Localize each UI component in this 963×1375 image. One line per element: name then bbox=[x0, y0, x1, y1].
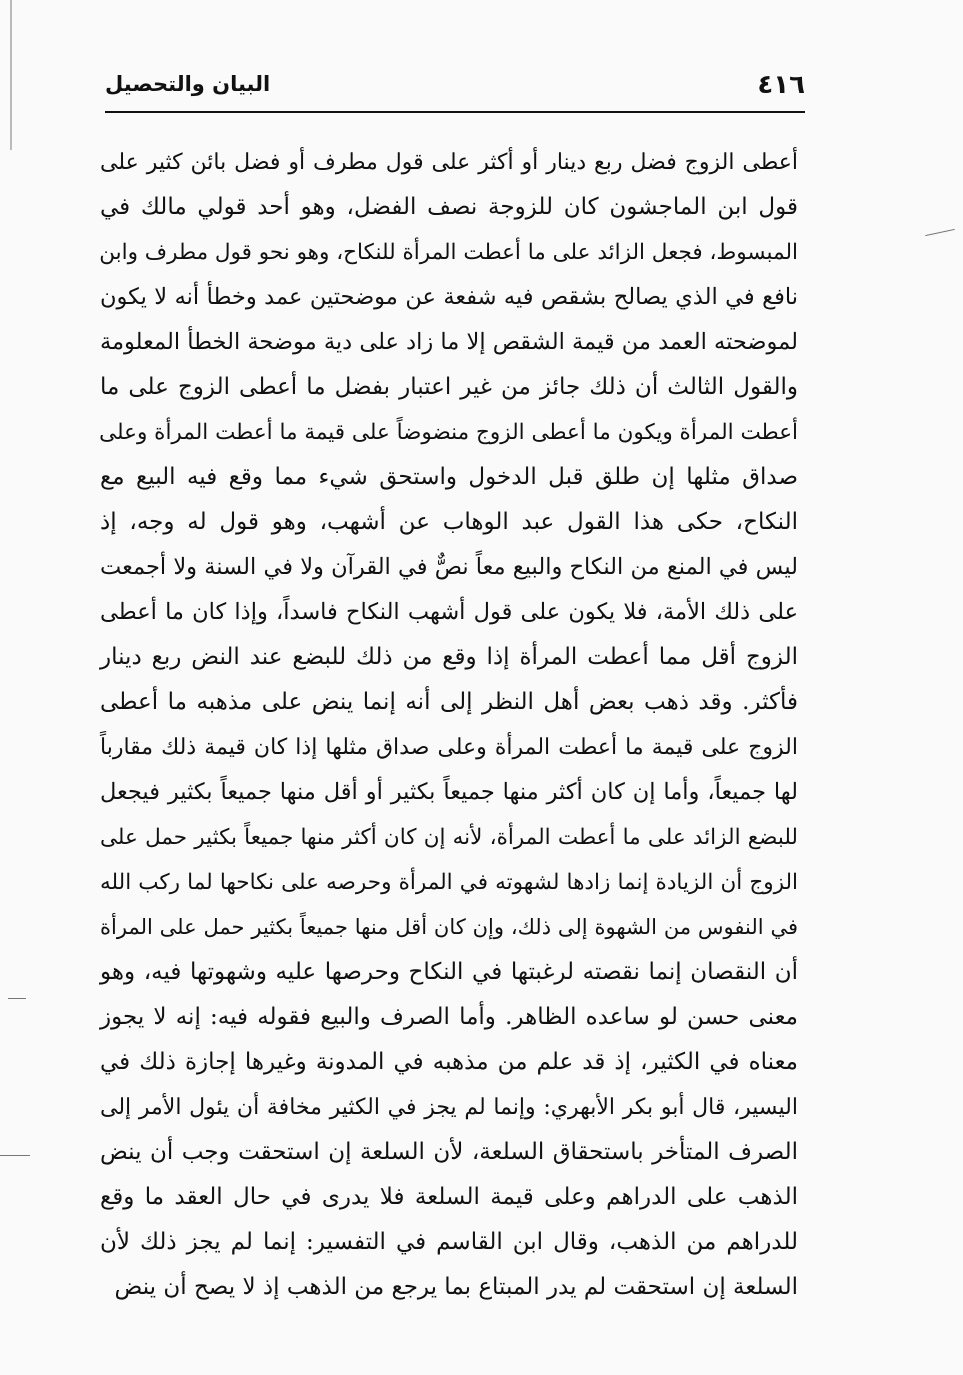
margin-mark bbox=[925, 229, 955, 236]
text-line: الزوج على قيمة ما أعطت المرأة وعلى صداق مثلها إذا كان قيمة ذلك مقارباً bbox=[100, 735, 798, 760]
text-line: والقول الثالث أن ذلك جائز من غير اعتبار بفضل ما أعطى الزوج على ما bbox=[100, 374, 798, 400]
text-line: أعطت المرأة ويكون ما أعطى الزوج منضوضاً على قيمة ما أعطت المرأة وعلى bbox=[99, 420, 798, 445]
text-line: الزوج أن الزيادة إنما زادها لشهوته في المرأة وحرصه على نكاحها لما ركب الله bbox=[100, 870, 798, 895]
text-line: أن النقصان إنما نقصته لرغبتها في النكاح وحرصها عليه وشهوتها فيه، وهو bbox=[100, 959, 798, 985]
text-line: في النفوس من الشهوة إلى ذلك، وإن كان أقل منها جميعاً بكثير حمل على المرأة bbox=[100, 915, 798, 939]
text-line: اليسير، قال أبو بكر الأبهري: وإنما لم يجز في الكثير مخافة أن يئول الأمر إلى bbox=[100, 1095, 798, 1120]
text-line: أعطى الزوج فضل ربع دينار أو أكثر على قول مطرف أو فضل بائن كثير على bbox=[100, 150, 798, 175]
scan-edge-mark bbox=[10, 0, 12, 150]
text-line: للبضع الزائد على ما أعطت المرأة، لأنه إن كان أكثر منها جميعاً بكثير حمل على bbox=[100, 825, 798, 850]
text-line: المبسوط، فجعل الزائد على ما أعطت المرأة للنكاح، وهو نحو قول مطرف وابن bbox=[99, 240, 798, 265]
text-line: معنى حسن لو ساعده الظاهر. وأما الصرف والبيع فقوله فيه: إنه لا يجوز bbox=[100, 1004, 798, 1030]
text-line: لها جميعاً، وأما إن كان أكثر منها جميعاً بكثير أو أقل منها جميعاً بكثير فيجعل bbox=[100, 779, 798, 805]
text-line: على ذلك الأمة، فلا يكون على قول أشهب النكاح فاسداً، وإذا كان ما أعطى bbox=[100, 599, 798, 625]
text-line: السلعة إن استحقت لم يدر المبتاع بما يرجع من الذهب إذ لا يصح أن ينض bbox=[114, 1274, 798, 1300]
text-line: نافع في الذي يصالح بشقص فيه شفعة عن موضحتين عمد وخطأ أنه لا يكون bbox=[100, 284, 798, 310]
header-rule bbox=[105, 111, 805, 113]
text-line: فأكثر. وقد ذهب بعض أهل النظر إلى أنه إنما ينض على مذهبه ما أعطى bbox=[100, 689, 798, 715]
text-line: النكاح، حكى هذا القول عبد الوهاب عن أشهب، وهو قول له وجه، إذ bbox=[100, 509, 798, 535]
text-line: الزوج أقل مما أعطت المرأة إذا وقع من ذلك للبضع عند النض ربع دينار bbox=[100, 644, 798, 670]
running-title: البيان والتحصيل bbox=[105, 72, 271, 96]
page-number: ٤١٦ bbox=[757, 70, 805, 100]
text-line: صداق مثلها إن طلق قبل الدخول واستحق شيء مما وقع فيه البيع مع bbox=[100, 464, 798, 490]
margin-mark bbox=[0, 1155, 30, 1156]
text-line: لموضحته العمد من قيمة الشقص إلا ما زاد على دية موضحة الخطأ المعلومة bbox=[99, 329, 798, 355]
margin-mark bbox=[8, 998, 26, 999]
text-line: للدراهم من الذهب، وقال ابن القاسم في التفسير: إنما لم يجز ذلك لأن bbox=[100, 1229, 798, 1255]
text-line: الذهب على الدراهم وعلى قيمة السلعة فلا يدرى في حال العقد ما وقع bbox=[100, 1184, 798, 1210]
text-line: ليس في المنع من النكاح والبيع معاً نصٌّ في القرآن ولا في السنة ولا أجمعت bbox=[100, 554, 798, 580]
body-text bbox=[100, 140, 798, 1310]
text-line: معناه في الكثير، إذ قد علم من مذهبه في المدونة وغيرها إجازة ذلك في bbox=[100, 1049, 798, 1075]
page-header bbox=[105, 68, 805, 108]
text-line: قول ابن الماجشون كان للزوجة نصف الفضل، وهو أحد قولي مالك في bbox=[100, 194, 798, 220]
text-line: الصرف المتأخر باستحقاق السلعة، لأن السلعة إن استحقت وجب أن ينض bbox=[100, 1139, 798, 1165]
